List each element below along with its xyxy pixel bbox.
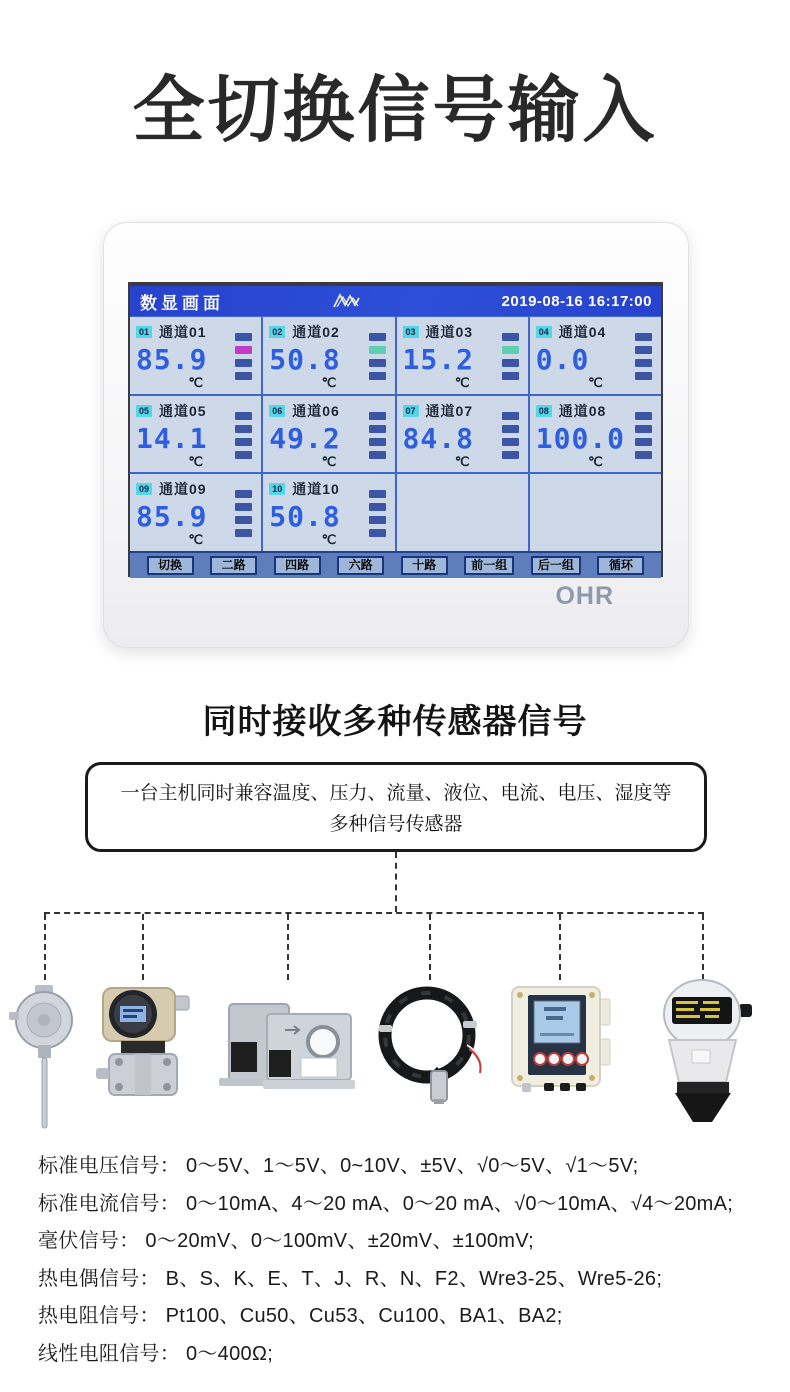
channel-cell-03 <box>397 317 528 394</box>
channel-label: 通道10 <box>292 481 340 498</box>
channel-value: 15.2 <box>402 343 474 376</box>
channel-number-badge: 04 <box>536 326 552 338</box>
spec-line-thermocouple: 热电偶信号： B、S、K、E、T、J、R、N、F2、Wre3-25、Wre5-26; <box>38 1267 663 1290</box>
channel-level-bars <box>502 412 519 459</box>
switch-button[interactable]: 切换 <box>147 556 194 575</box>
current-transformer-image <box>213 1000 363 1100</box>
channel-cell-04 <box>530 317 661 394</box>
channel-number-badge: 01 <box>136 326 152 338</box>
channel-level-bars <box>635 333 652 380</box>
channel-value: 100.0 <box>535 421 626 455</box>
connector-drop-line <box>287 914 289 980</box>
screen-title: 数显画面 <box>140 293 224 313</box>
pressure-transmitter-image <box>93 983 193 1113</box>
connector-drop-line <box>559 914 561 980</box>
brand-logo: OHR <box>555 582 614 610</box>
channel-value: 14.1 <box>136 421 208 455</box>
channel-label: 通道07 <box>425 402 474 419</box>
channel-label: 通道05 <box>159 402 207 419</box>
channel-number-badge: 07 <box>403 405 419 417</box>
channel-label: 通道04 <box>558 324 607 340</box>
channel-unit: ℃ <box>588 453 603 469</box>
channel-value: 85.9 <box>136 343 208 376</box>
waveform-icon <box>332 293 362 309</box>
six-channel-button[interactable]: 六路 <box>337 556 384 575</box>
channel-cell-01 <box>130 317 261 394</box>
spec-line-millivolt: 毫伏信号： 0～20mV、0～100mV、±20mV、±100mV; <box>38 1230 535 1252</box>
spec-line-voltage: 标准电压信号： 0～5V、1～5V、0~10V、±5V、√0～5V、√1～5V; <box>38 1155 639 1177</box>
channel-cell-08 <box>530 396 661 473</box>
channel-grid <box>130 316 661 551</box>
channel-unit: ℃ <box>454 453 470 469</box>
channel-unit: ℃ <box>588 375 603 390</box>
channel-cell-02 <box>263 317 394 394</box>
cycle-button[interactable]: 循环 <box>597 556 644 575</box>
channel-value: 85.9 <box>136 500 208 534</box>
spec-line-linear-resistance: 线性电阻信号： 0～400Ω; <box>38 1342 274 1365</box>
channel-cell-05 <box>130 396 261 473</box>
thermocouple-temperature-sensor-image <box>2 982 88 1137</box>
channel-cell-10 <box>263 474 394 551</box>
channel-unit: ℃ <box>321 375 337 390</box>
channel-value: 0.0 <box>535 343 590 376</box>
next-group-button[interactable]: 后一组 <box>531 556 581 575</box>
channel-value: 49.2 <box>269 421 341 455</box>
screen-header <box>130 286 661 316</box>
four-channel-button[interactable]: 四路 <box>274 556 321 575</box>
recorder-screen <box>128 282 663 577</box>
channel-unit: ℃ <box>454 375 470 390</box>
channel-value: 84.8 <box>402 421 474 455</box>
channel-level-bars <box>235 412 252 459</box>
channel-label: 通道09 <box>159 481 207 498</box>
connector-drop-line <box>429 914 431 980</box>
channel-label: 通道06 <box>292 402 340 419</box>
channel-unit: ℃ <box>321 453 337 469</box>
channel-number-badge: 10 <box>269 483 285 495</box>
channel-unit: ℃ <box>321 532 337 548</box>
channel-unit: ℃ <box>188 375 203 390</box>
channel-level-bars <box>369 412 386 459</box>
channel-value: 50.8 <box>269 500 341 534</box>
info-line-2: 多种信号传感器 <box>329 814 463 835</box>
channel-number-badge: 05 <box>136 405 152 417</box>
channel-cell-empty <box>530 474 661 551</box>
channel-number-badge: 08 <box>536 405 552 417</box>
channel-label: 通道01 <box>159 324 207 340</box>
channel-level-bars <box>235 333 252 380</box>
channel-level-bars <box>502 333 519 380</box>
connector-drop-line <box>702 914 704 980</box>
channel-unit: ℃ <box>188 532 203 548</box>
spec-line-current: 标准电流信号： 0～10mA、4～20 mA、0～20 mA、√0～10mA、√4～20mA; <box>38 1192 734 1215</box>
channel-cell-09 <box>130 474 261 551</box>
channel-label: 通道03 <box>425 324 474 340</box>
channel-level-bars <box>369 490 386 537</box>
channel-level-bars <box>235 490 252 537</box>
screen-button-bar <box>130 551 661 578</box>
signal-spec-list <box>38 1148 733 1373</box>
spec-line-rtd: 热电阻信号： Pt100、Cu50、Cu53、Cu100、BA1、BA2; <box>38 1305 563 1327</box>
channel-cell-07 <box>397 396 528 473</box>
prev-group-button[interactable]: 前一组 <box>464 556 514 575</box>
section-title: 同时接收多种传感器信号 <box>202 703 588 741</box>
wall-mount-controller-image <box>508 983 612 1098</box>
compatibility-info-box <box>85 762 707 852</box>
page-title: 全切换信号输入 <box>132 71 658 151</box>
channel-level-bars <box>369 333 386 380</box>
channel-number-badge: 02 <box>269 326 285 338</box>
channel-number-badge: 09 <box>136 483 152 495</box>
recorder-device-image <box>103 222 689 648</box>
channel-number-badge: 06 <box>269 405 285 417</box>
channel-number-badge: 03 <box>403 326 419 338</box>
channel-cell-06 <box>263 396 394 473</box>
connector-stem-line <box>395 852 397 912</box>
screen-timestamp: 2019-08-16 16:17:00 <box>501 292 652 310</box>
channel-label: 通道02 <box>292 324 340 340</box>
connector-drop-line <box>142 914 144 980</box>
channel-value: 50.8 <box>269 343 341 376</box>
submersible-level-sensor-image <box>375 983 485 1110</box>
channel-label: 通道08 <box>558 402 607 419</box>
two-channel-button[interactable]: 二路 <box>210 556 257 575</box>
connector-drop-line <box>44 914 46 980</box>
channel-level-bars <box>635 412 652 459</box>
info-line-1: 一台主机同时兼容温度、压力、流量、液位、电流、电压、湿度等 <box>120 783 672 804</box>
ten-channel-button[interactable]: 十路 <box>401 556 448 575</box>
ultrasonic-level-meter-image <box>647 978 759 1131</box>
channel-cell-empty <box>397 474 528 551</box>
channel-unit: ℃ <box>188 453 203 469</box>
